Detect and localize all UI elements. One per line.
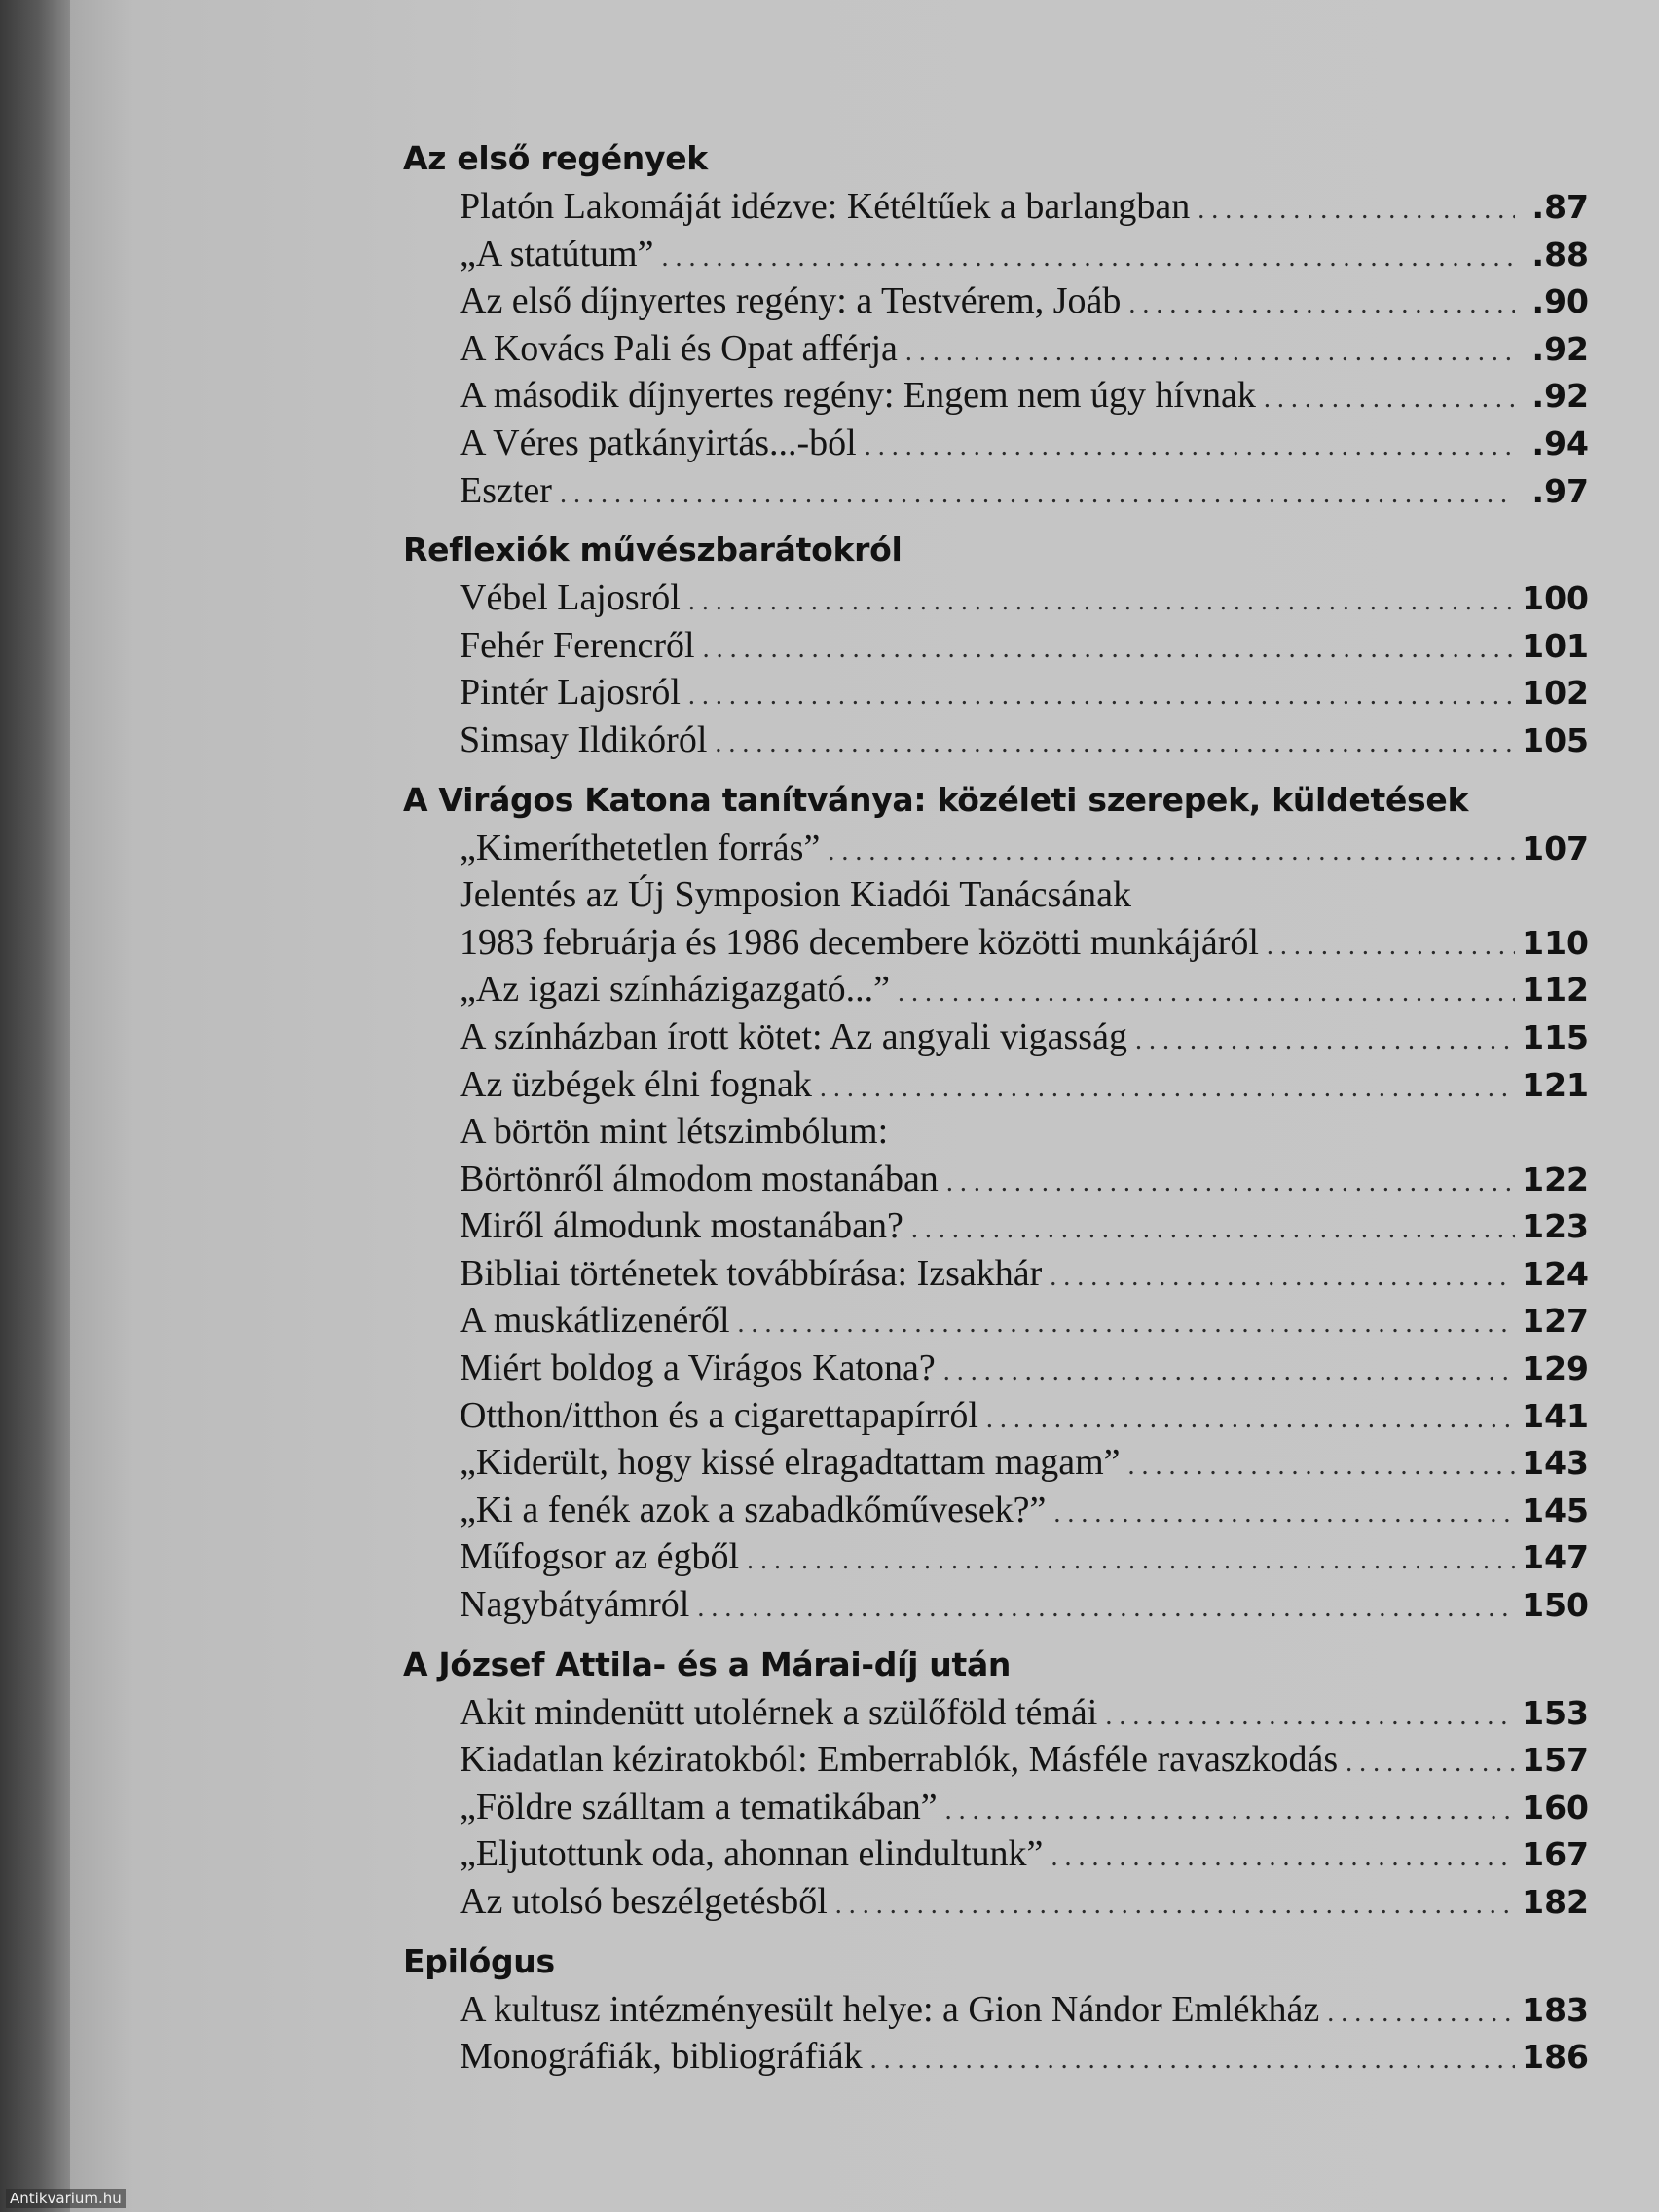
dot-leader: [1327, 1990, 1515, 2038]
toc-entry: [460, 1345, 1589, 1392]
entry-title: Az első díjnyertes regény: a Testvérem, Joáb: [460, 280, 1122, 322]
dot-leader: [1264, 376, 1515, 424]
entry-title: Nagybátyámról: [460, 1584, 690, 1626]
entry-title: A Kovács Pali és Opat afférja: [460, 327, 898, 369]
toc-entry: [460, 1736, 1589, 1784]
toc-entry: [460, 1581, 1589, 1629]
entry-title: A börtön mint létszimbólum:: [460, 1111, 889, 1153]
section-heading: A Virágos Katona tanítványa: közéleti szerepek, küldetések: [403, 780, 1469, 819]
toc-entry: [460, 1986, 1589, 2034]
entry-page-number: 129: [1522, 1349, 1589, 1388]
entry-title: „Ki a fenék azok a szabadkőművesek?”: [460, 1489, 1047, 1530]
entry-page-number: 141: [1522, 1396, 1589, 1435]
entry-title: Vébel Lajosról: [460, 577, 681, 619]
entry-page-number: 147: [1522, 1538, 1589, 1577]
entry-title: „Eljutottunk oda, ahonnan elindultunk”: [460, 1833, 1044, 1875]
toc-entry: [460, 669, 1589, 717]
toc-entry: [460, 1156, 1589, 1203]
entry-title: A Véres patkányirtás...-ból: [460, 422, 857, 463]
dot-leader: [688, 673, 1515, 720]
toc-entry: [460, 1108, 1589, 1156]
dot-leader: [945, 1788, 1515, 1835]
dot-leader: [898, 970, 1515, 1017]
dot-leader: [1105, 1693, 1515, 1741]
toc-entry: [460, 467, 1589, 515]
toc-entry: [460, 871, 1589, 919]
dot-leader: [747, 1537, 1515, 1585]
entry-title: „A statútum”: [460, 233, 654, 275]
dot-leader: [820, 1065, 1515, 1113]
entry-title: Simsay Ildikóról: [460, 719, 708, 760]
entry-page-number: .97: [1531, 471, 1589, 510]
entry-title: Monográfiák, bibliográfiák: [460, 2036, 863, 2078]
dot-leader: [1198, 187, 1515, 235]
toc-entry: [460, 1878, 1589, 1926]
entry-page-number: .88: [1531, 235, 1589, 274]
toc-entry: [460, 1392, 1589, 1440]
entry-page-number: 115: [1522, 1017, 1589, 1056]
dot-leader: [1267, 923, 1515, 971]
dot-leader: [1128, 281, 1515, 329]
section-heading: A József Attila- és a Márai-díj után: [403, 1644, 1012, 1683]
entry-title: Az utolsó beszélgetésből: [460, 1881, 828, 1922]
toc-entry: [460, 966, 1589, 1014]
toc-section: [403, 1642, 1589, 1926]
dot-leader: [946, 1160, 1515, 1207]
toc-entry: [460, 1250, 1589, 1298]
entry-page-number: 183: [1522, 1990, 1589, 2029]
entry-title: Kiadatlan kéziratokból: Emberrablók, Másféle ravaszkodás: [460, 1739, 1339, 1781]
dot-leader: [1346, 1740, 1515, 1788]
dot-leader: [697, 1585, 1515, 1633]
entry-page-number: 182: [1522, 1883, 1589, 1921]
toc-entry: [460, 919, 1589, 967]
entry-title: „Kimeríthetetlen forrás”: [460, 827, 821, 868]
toc-entry: [460, 183, 1589, 231]
entry-page-number: .92: [1531, 329, 1589, 368]
dot-leader: [1135, 1017, 1515, 1065]
entry-page-number: 107: [1522, 829, 1589, 867]
book-page: [70, 0, 1659, 2212]
toc-entry: [460, 1061, 1589, 1109]
entry-title: Miről álmodunk mostanában?: [460, 1205, 903, 1247]
toc-entry: [460, 1439, 1589, 1487]
entry-title: 1983 februárja és 1986 decembere közötti munkájáról: [460, 921, 1259, 963]
entry-page-number: 160: [1522, 1788, 1589, 1826]
dot-leader: [738, 1301, 1515, 1348]
toc-section: [403, 778, 1589, 1629]
dot-leader: [943, 1348, 1515, 1396]
entry-title: „Földre szálltam a tematikában”: [460, 1786, 938, 1827]
entry-page-number: 167: [1522, 1835, 1589, 1874]
toc-entry: [460, 574, 1589, 622]
dot-leader: [688, 578, 1515, 626]
entry-title: „Kiderült, hogy kissé elragadtattam magam”: [460, 1442, 1121, 1484]
entry-page-number: 100: [1522, 579, 1589, 618]
entry-page-number: .94: [1531, 424, 1589, 462]
entry-title: Börtönről álmodom mostanában: [460, 1158, 939, 1199]
toc-entry: [460, 1014, 1589, 1061]
dot-leader: [905, 329, 1515, 377]
entry-page-number: 110: [1522, 923, 1589, 962]
entry-title: Bibliai történetek továbbírása: Izsakhár: [460, 1252, 1043, 1294]
entry-page-number: 186: [1522, 2038, 1589, 2077]
entry-page-number: 123: [1522, 1207, 1589, 1246]
dot-leader: [870, 2037, 1515, 2084]
dot-leader: [1128, 1443, 1516, 1491]
toc-entry: [460, 622, 1589, 670]
section-heading: Epilógus: [403, 1941, 555, 1980]
section-heading: Az első regények: [403, 139, 708, 177]
entry-page-number: 143: [1522, 1444, 1589, 1483]
entry-title: Pintér Lajosról: [460, 672, 681, 714]
toc-entry: [460, 1297, 1589, 1345]
entry-title: Akit mindenütt utolérnek a szülőföld témái: [460, 1691, 1098, 1733]
entry-page-number: 105: [1522, 720, 1589, 759]
dot-leader: [865, 424, 1515, 471]
toc-entry: [460, 1784, 1589, 1831]
toc-entry: [460, 2033, 1589, 2081]
entry-title: A második díjnyertes regény: Engem nem úgy hívnak: [460, 375, 1256, 417]
dot-leader: [703, 626, 1515, 674]
entry-title: Miért boldog a Virágos Katona?: [460, 1347, 936, 1389]
entry-page-number: 124: [1522, 1254, 1589, 1293]
entry-title: A színházban írott kötet: Az angyali vigasság: [460, 1015, 1127, 1057]
entry-page-number: 145: [1522, 1491, 1589, 1530]
table-of-contents: [403, 136, 1589, 2094]
entry-title: A kultusz intézményesült helye: a Gion Nándor Emlékház: [460, 1988, 1320, 2030]
dot-leader: [835, 1882, 1515, 1930]
entry-page-number: 153: [1522, 1693, 1589, 1732]
dot-leader: [560, 471, 1515, 519]
dot-leader: [911, 1206, 1515, 1254]
entry-page-number: 102: [1522, 674, 1589, 713]
toc-entry: [460, 420, 1589, 467]
entry-title: A muskátlizenéről: [460, 1300, 730, 1342]
entry-title: Az üzbégek élni fognak: [460, 1063, 812, 1105]
toc-entry: [460, 1830, 1589, 1878]
book-spine-shadow: [0, 0, 70, 2212]
entry-title: Eszter: [460, 469, 552, 511]
dot-leader: [661, 235, 1515, 282]
entry-title: Otthon/itthon és a cigarettapapírról: [460, 1394, 978, 1436]
dot-leader: [1050, 1254, 1515, 1302]
dot-leader: [1051, 1834, 1515, 1882]
toc-entry: [460, 1689, 1589, 1737]
toc-entry: [460, 1487, 1589, 1534]
toc-entry: [460, 277, 1589, 325]
toc-section: [403, 1939, 1589, 2081]
entry-page-number: 157: [1522, 1741, 1589, 1780]
entry-title: Platón Lakomáját idézve: Kétéltűek a barlangban: [460, 186, 1191, 227]
dot-leader: [715, 720, 1515, 768]
dot-leader: [828, 829, 1515, 876]
toc-entry: [460, 372, 1589, 420]
toc-entry: [460, 1202, 1589, 1250]
entry-page-number: 112: [1522, 971, 1589, 1010]
dot-leader: [1053, 1491, 1515, 1538]
toc-entry: [460, 1533, 1589, 1581]
section-heading: Reflexiók művészbarátokról: [403, 531, 903, 570]
toc-section: [403, 136, 1589, 514]
entry-page-number: 121: [1522, 1065, 1589, 1104]
entry-page-number: .90: [1531, 282, 1589, 321]
entry-page-number: 150: [1522, 1586, 1589, 1625]
entry-page-number: 122: [1522, 1160, 1589, 1198]
entry-title: Műfogsor az égből: [460, 1536, 740, 1578]
dot-leader: [986, 1396, 1515, 1444]
toc-entry: [460, 717, 1589, 764]
entry-page-number: 127: [1522, 1302, 1589, 1341]
toc-entry: [460, 325, 1589, 373]
entry-page-number: .87: [1531, 188, 1589, 226]
entry-page-number: 101: [1522, 626, 1589, 665]
entry-title: „Az igazi színházigazgató...”: [460, 969, 891, 1011]
toc-entry: [460, 231, 1589, 278]
watermark: Antikvarium.hu: [6, 2189, 126, 2208]
toc-section: [403, 528, 1589, 763]
entry-page-number: .92: [1531, 377, 1589, 416]
entry-title: Jelentés az Új Symposion Kiadói Tanácsának: [460, 874, 1131, 916]
toc-entry: [460, 825, 1589, 872]
entry-title: Fehér Ferencről: [460, 624, 695, 666]
